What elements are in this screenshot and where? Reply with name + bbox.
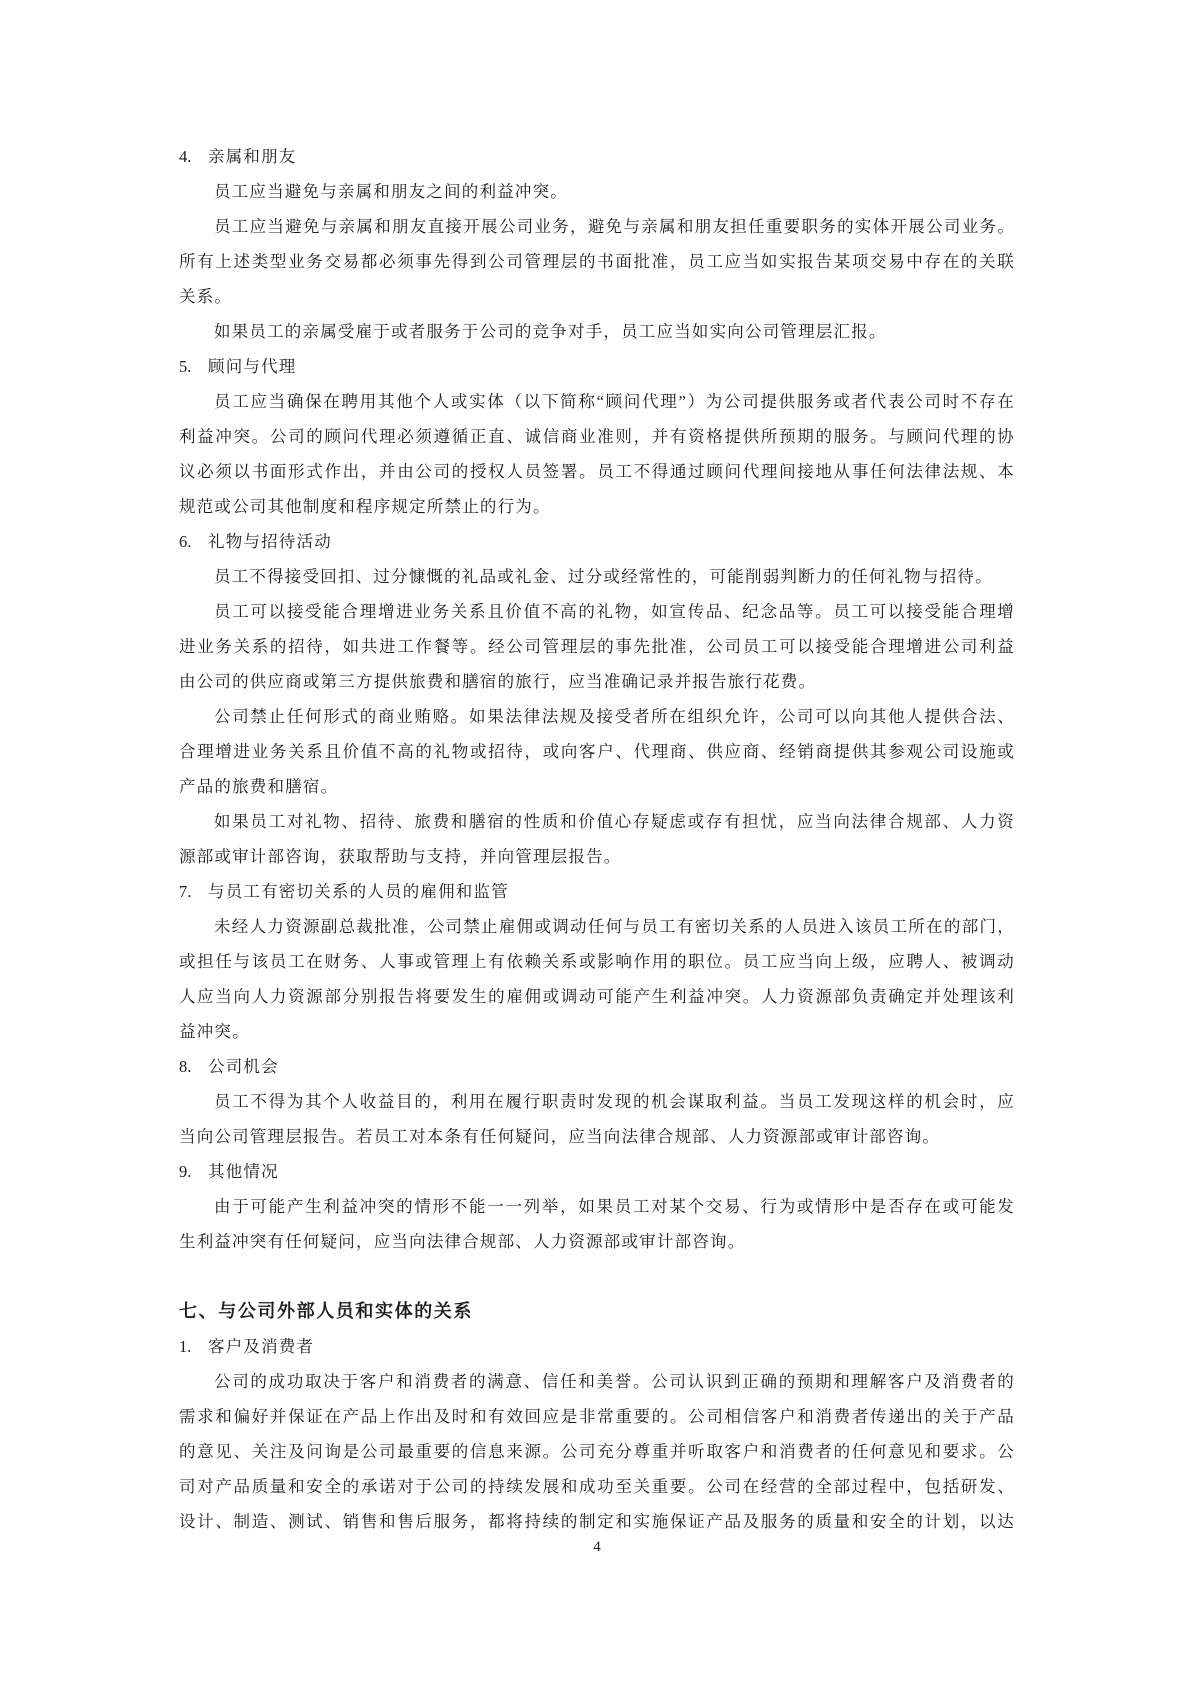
paragraph-line: 员工不得为其个人收益目的，利用在履行职责时发现的机会谋取利益。当员工发现这样的机会时，应 bbox=[214, 1092, 1015, 1111]
paragraph-line: 员工不得接受回扣、过分慷慨的礼品或礼金、过分或经常性的，可能削弱判断力的任何礼物与招待。 bbox=[214, 567, 993, 586]
paragraph-line: 源部或审计部咨询，获取帮助与支持，并向管理层报告。 bbox=[179, 847, 622, 866]
document-body bbox=[179, 139, 1015, 1539]
paragraph-line: 司对产品质量和安全的承诺对于公司的持续发展和成功至关重要。公司在经营的全部过程中，包括研发、 bbox=[179, 1477, 1015, 1496]
list-item-title: 礼物与招待活动 bbox=[208, 532, 332, 551]
list-item-title: 与员工有密切关系的人员的雇佣和监管 bbox=[208, 882, 509, 901]
list-item bbox=[179, 524, 1015, 559]
blank-line bbox=[179, 1259, 1015, 1294]
list-item-number: 7. bbox=[179, 882, 192, 901]
paragraph-line: 员工应当确保在聘用其他个人或实体（以下简称“顾问代理”）为公司提供服务或者代表公司时不存在 bbox=[214, 392, 1015, 411]
page-number: 4 bbox=[593, 1539, 601, 1555]
paragraph-line: 当向公司管理层报告。若员工对本条有任何疑问，应当向法律合规部、人力资源部或审计部咨询。 bbox=[179, 1127, 941, 1146]
paragraph-line: 议必须以书面形式作出，并由公司的授权人员签署。员工不得通过顾问代理间接地从事任何法律法规、本 bbox=[179, 462, 1015, 481]
list-item-number: 1. bbox=[179, 1337, 192, 1356]
list-item bbox=[179, 1049, 1015, 1084]
paragraph-line: 益冲突。 bbox=[179, 1022, 250, 1041]
list-item-number: 8. bbox=[179, 1057, 192, 1076]
list-item-number: 5. bbox=[179, 357, 192, 376]
paragraph-line: 员工可以接受能合理增进业务关系且价值不高的礼物，如宣传品、纪念品等。员工可以接受能合理增 bbox=[214, 602, 1015, 621]
list-item-title: 其他情况 bbox=[208, 1162, 279, 1181]
paragraph-line: 进业务关系的招待，如共进工作餐等。经公司管理层的事先批准，公司员工可以接受能合理增进公司利益 bbox=[179, 637, 1015, 656]
paragraph-line: 员工应当避免与亲属和朋友直接开展公司业务，避免与亲属和朋友担任重要职务的实体开展公司业务。 bbox=[214, 217, 1015, 236]
paragraph-line: 未经人力资源副总裁批准，公司禁止雇佣或调动任何与员工有密切关系的人员进入该员工所在的部门， bbox=[214, 917, 1015, 936]
paragraph-line: 需求和偏好并保证在产品上作出及时和有效回应是非常重要的。公司相信客户和消费者传递出的关于产品 bbox=[179, 1407, 1015, 1426]
list-item-number: 9. bbox=[179, 1162, 192, 1181]
paragraph-line: 如果员工的亲属受雇于或者服务于公司的竞争对手，员工应当如实向公司管理层汇报。 bbox=[214, 322, 887, 341]
list-item-number: 6. bbox=[179, 532, 192, 551]
paragraph-line: 或担任与该员工在财务、人事或管理上有依赖关系或影响作用的职位。员工应当向上级，应聘人、被调动 bbox=[179, 952, 1015, 971]
paragraph-line: 如果员工对礼物、招待、旅费和膳宿的性质和价值心存疑虑或存有担忧，应当向法律合规部、人力资 bbox=[214, 812, 1015, 831]
paragraph-line: 公司禁止任何形式的商业贿赂。如果法律法规及接受者所在组织允许，公司可以向其他人提供合法、 bbox=[214, 707, 1015, 726]
paragraph-line: 产品的旅费和膳宿。 bbox=[179, 777, 339, 796]
paragraph-line: 由公司的供应商或第三方提供旅费和膳宿的旅行，应当准确记录并报告旅行花费。 bbox=[179, 672, 817, 691]
paragraph-line: 规范或公司其他制度和程序规定所禁止的行为。 bbox=[179, 497, 551, 516]
paragraph-line: 员工应当避免与亲属和朋友之间的利益冲突。 bbox=[214, 182, 568, 201]
list-item-title: 亲属和朋友 bbox=[208, 147, 297, 166]
list-item bbox=[179, 349, 1015, 384]
list-item bbox=[179, 1329, 1015, 1364]
paragraph-line: 合理增进业务关系且价值不高的礼物或招待，或向客户、代理商、供应商、经销商提供其参观公司设施或 bbox=[179, 742, 1015, 761]
paragraph-line: 人应当向人力资源部分别报告将要发生的雇佣或调动可能产生利益冲突。人力资源部负责确定并处理该利 bbox=[179, 987, 1015, 1006]
section-heading: 七、与公司外部人员和实体的关系 bbox=[179, 1301, 473, 1321]
paragraph-line: 利益冲突。公司的顾问代理必须遵循正直、诚信商业准则，并有资格提供所预期的服务。与顾问代理的协 bbox=[179, 427, 1015, 446]
list-item-title: 客户及消费者 bbox=[208, 1337, 315, 1356]
paragraph-line: 的意见、关注及问询是公司最重要的信息来源。公司充分尊重并听取客户和消费者的任何意见和要求。公 bbox=[179, 1442, 1015, 1461]
paragraph-line: 关系。 bbox=[179, 287, 233, 306]
paragraph-line: 生利益冲突有任何疑问，应当向法律合规部、人力资源部或审计部咨询。 bbox=[179, 1232, 746, 1251]
list-item-number: 4. bbox=[179, 147, 192, 166]
list-item bbox=[179, 1154, 1015, 1189]
paragraph-line: 设计、制造、测试、销售和售后服务，都将持续的制定和实施保证产品及服务的质量和安全的计划，以达 bbox=[179, 1512, 1015, 1531]
paragraph-line: 所有上述类型业务交易都必须事先得到公司管理层的书面批准，员工应当如实报告某项交易中存在的关联 bbox=[179, 252, 1015, 271]
paragraph-line: 公司的成功取决于客户和消费者的满意、信任和美誉。公司认识到正确的预期和理解客户及消费者的 bbox=[214, 1372, 1015, 1391]
list-item-title: 公司机会 bbox=[208, 1057, 279, 1076]
list-item bbox=[179, 139, 1015, 174]
list-item-title: 顾问与代理 bbox=[208, 357, 297, 376]
paragraph-line: 由于可能产生利益冲突的情形不能一一列举，如果员工对某个交易、行为或情形中是否存在或可能发 bbox=[214, 1197, 1015, 1216]
list-item bbox=[179, 874, 1015, 909]
